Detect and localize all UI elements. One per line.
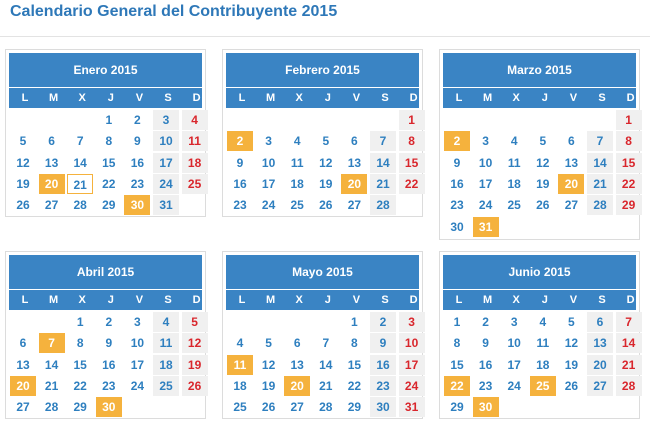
calendar-day[interactable]: 30 <box>450 219 464 234</box>
calendar-day[interactable]: 5 <box>539 134 547 149</box>
calendar-day[interactable]: 15 <box>399 153 425 173</box>
calendar-day[interactable]: 22 <box>399 174 425 194</box>
calendar-day[interactable]: 21 <box>319 378 333 393</box>
calendar-day[interactable]: 13 <box>347 155 362 170</box>
calendar-day[interactable]: 2 <box>444 131 470 151</box>
calendar-day[interactable]: 2 <box>370 312 396 332</box>
calendar-day[interactable]: 18 <box>290 176 304 191</box>
page-title: Calendario General del Contribuyente 2015 <box>10 3 338 20</box>
calendar-day[interactable]: 24 <box>399 376 425 396</box>
calendar-day[interactable]: 12 <box>564 336 579 351</box>
weekday-header <box>9 290 202 310</box>
calendar-day[interactable]: 14 <box>370 153 396 173</box>
calendar-day[interactable]: 9 <box>105 336 113 351</box>
calendar-day[interactable]: 13 <box>16 357 30 372</box>
calendar-day[interactable]: 27 <box>290 400 304 415</box>
calendar-day[interactable]: 1 <box>399 110 425 130</box>
weekday-header <box>9 88 202 108</box>
calendar-day[interactable]: 20 <box>341 174 367 194</box>
calendar-day[interactable]: 8 <box>105 134 113 149</box>
calendar-day[interactable]: 16 <box>130 155 145 170</box>
month-title: Marzo 2015 <box>443 53 636 87</box>
calendar-day[interactable]: 8 <box>76 336 84 351</box>
calendar-day[interactable]: 2 <box>482 315 489 329</box>
calendar-month <box>222 251 423 419</box>
calendar-day[interactable]: 2 <box>134 113 141 127</box>
calendar-day[interactable]: 9 <box>134 134 141 149</box>
calendar-month <box>5 49 206 217</box>
calendar-day[interactable]: 17 <box>478 176 493 191</box>
calendar-day[interactable]: 20 <box>284 376 310 396</box>
calendar-day[interactable]: 26 <box>16 198 30 213</box>
calendar-day[interactable]: 19 <box>319 176 333 191</box>
weekday-label: L <box>21 294 29 306</box>
calendar-day[interactable]: 20 <box>39 174 65 194</box>
weekday-header <box>226 290 419 310</box>
calendar-day[interactable]: 15 <box>450 357 464 372</box>
calendar-day[interactable]: 7 <box>616 312 642 332</box>
calendar-day[interactable]: 28 <box>616 376 642 396</box>
calendar-day[interactable]: 15 <box>616 153 642 173</box>
weekday-label: X <box>295 294 303 306</box>
weekday-label: V <box>135 92 144 104</box>
calendar-day[interactable]: 5 <box>322 134 330 149</box>
calendar-day[interactable]: 14 <box>616 333 642 353</box>
weekday-label: X <box>78 294 86 306</box>
calendar-day[interactable]: 2 <box>105 315 113 329</box>
calendar-day[interactable]: 27 <box>44 198 59 213</box>
calendar-day[interactable]: 6 <box>351 134 358 149</box>
page-header <box>0 0 650 37</box>
calendar-day[interactable]: 19 <box>261 378 276 393</box>
calendar-day[interactable]: 3 <box>510 315 518 329</box>
calendar-day[interactable]: 29 <box>347 400 362 415</box>
calendar-day[interactable]: 7 <box>39 333 65 353</box>
calendar-day[interactable]: 4 <box>153 312 179 332</box>
calendar-day[interactable]: 6 <box>48 134 55 149</box>
calendar-day[interactable]: 11 <box>507 155 521 170</box>
calendar-day[interactable]: 24 <box>478 198 493 213</box>
calendar-day[interactable]: 22 <box>444 376 470 396</box>
calendar-day[interactable]: 6 <box>19 336 27 351</box>
calendar-day[interactable]: 25 <box>507 198 521 213</box>
weekday-label: D <box>409 294 418 306</box>
weekday-label: D <box>626 92 635 104</box>
weekday-label: V <box>569 92 578 104</box>
calendar-day[interactable]: 30 <box>124 195 150 215</box>
calendar-day[interactable]: 23 <box>450 198 464 213</box>
weekday-label: L <box>455 294 463 306</box>
calendar-day[interactable]: 13 <box>587 333 613 353</box>
calendar-day[interactable]: 21 <box>67 174 93 194</box>
calendar-day[interactable]: 30 <box>370 397 396 417</box>
calendar-day[interactable]: 23 <box>370 376 396 396</box>
weekday-header <box>226 88 419 108</box>
calendar-day[interactable]: 11 <box>227 355 253 375</box>
calendar-day[interactable]: 1 <box>351 315 358 329</box>
calendar-day[interactable]: 24 <box>153 174 179 194</box>
calendar-day[interactable]: 18 <box>233 378 247 393</box>
calendar-day[interactable]: 7 <box>322 336 330 351</box>
calendar-day[interactable]: 20 <box>10 376 36 396</box>
calendar-day[interactable]: 9 <box>236 155 244 170</box>
calendar-day[interactable]: 4 <box>293 134 301 149</box>
weekday-label: S <box>598 92 606 104</box>
calendar-day[interactable]: 30 <box>473 397 499 417</box>
calendar-day[interactable]: 8 <box>453 336 461 351</box>
weekday-label: X <box>512 92 520 104</box>
calendar-day[interactable]: 24 <box>261 198 276 213</box>
calendar-day[interactable]: 16 <box>233 176 247 191</box>
calendar-day[interactable]: 1 <box>453 315 461 329</box>
weekday-label: L <box>238 294 246 306</box>
calendar-day[interactable]: 13 <box>564 155 579 170</box>
calendar-day[interactable]: 21 <box>370 174 396 194</box>
calendar-day[interactable]: 3 <box>153 110 179 130</box>
calendar-day[interactable]: 20 <box>558 174 584 194</box>
calendar-day[interactable]: 16 <box>450 176 464 191</box>
weekday-label: M <box>49 294 59 306</box>
calendar-day[interactable]: 29 <box>73 400 87 415</box>
weekday-label: S <box>381 92 389 104</box>
calendar-day[interactable]: 12 <box>182 333 208 353</box>
calendar-day[interactable]: 19 <box>536 176 550 191</box>
weekday-label: J <box>107 294 114 306</box>
calendar-day[interactable]: 4 <box>510 134 518 149</box>
weekday-label: X <box>512 294 520 306</box>
calendar-day[interactable]: 10 <box>130 336 145 351</box>
calendar-day[interactable]: 25 <box>182 174 208 194</box>
calendar-day[interactable]: 16 <box>478 357 493 372</box>
calendar-day[interactable]: 4 <box>539 315 547 329</box>
calendar-day[interactable]: 29 <box>102 198 116 213</box>
calendar-day[interactable]: 6 <box>587 312 613 332</box>
weekday-label: M <box>266 92 276 104</box>
weekday-label: J <box>541 92 548 104</box>
weekday-label: D <box>192 294 201 306</box>
calendar-day[interactable]: 12 <box>319 155 333 170</box>
calendar-day[interactable]: 8 <box>616 131 642 151</box>
calendar-day[interactable]: 24 <box>507 378 521 393</box>
calendar-day[interactable]: 27 <box>564 198 579 213</box>
calendar-day[interactable]: 17 <box>153 153 179 173</box>
calendar-day[interactable]: 19 <box>16 176 30 191</box>
calendar-day[interactable]: 25 <box>233 400 247 415</box>
calendar-day[interactable]: 9 <box>482 336 489 351</box>
weekday-label: J <box>541 294 548 306</box>
calendar-day[interactable]: 28 <box>73 198 87 213</box>
weekday-label: J <box>324 294 331 306</box>
calendar-day[interactable]: 14 <box>587 153 613 173</box>
calendar-day[interactable]: 14 <box>73 155 87 170</box>
calendar-day[interactable]: 25 <box>153 376 179 396</box>
calendar-day[interactable]: 6 <box>568 134 575 149</box>
weekday-label: D <box>192 92 201 104</box>
calendar-day[interactable]: 17 <box>399 355 425 375</box>
calendar-day[interactable]: 21 <box>44 378 59 393</box>
calendar-day[interactable]: 26 <box>261 400 276 415</box>
month-title: Junio 2015 <box>443 255 636 289</box>
calendar-day[interactable]: 26 <box>536 198 550 213</box>
calendar-day[interactable]: 31 <box>153 195 179 215</box>
calendar-day[interactable]: 12 <box>16 155 30 170</box>
month-title: Abril 2015 <box>9 255 202 289</box>
calendar-day[interactable]: 20 <box>587 355 613 375</box>
calendar-day[interactable]: 17 <box>130 357 145 372</box>
calendar-day[interactable]: 9 <box>370 333 396 353</box>
weekday-label: V <box>352 92 361 104</box>
calendar-day[interactable]: 11 <box>536 336 550 351</box>
calendar-day[interactable]: 24 <box>130 378 145 393</box>
calendar-day[interactable]: 18 <box>507 176 521 191</box>
calendar-day[interactable]: 1 <box>616 110 642 130</box>
calendar-day[interactable]: 1 <box>76 315 84 329</box>
calendar-month <box>439 49 640 240</box>
weekday-label: V <box>569 294 578 306</box>
calendar-day[interactable]: 8 <box>399 131 425 151</box>
calendar-day[interactable]: 4 <box>236 336 244 351</box>
calendar-day[interactable]: 21 <box>616 355 642 375</box>
calendar-day[interactable]: 12 <box>261 357 276 372</box>
calendar-day[interactable]: 23 <box>102 378 116 393</box>
weekday-header <box>443 88 636 108</box>
calendar-day[interactable]: 22 <box>347 378 362 393</box>
calendar-day[interactable]: 21 <box>587 174 613 194</box>
weekday-label: D <box>626 294 635 306</box>
calendar-day[interactable]: 25 <box>290 198 304 213</box>
calendar-day[interactable]: 18 <box>536 357 550 372</box>
calendar-day[interactable]: 15 <box>73 357 87 372</box>
calendar-day[interactable]: 13 <box>44 155 59 170</box>
calendar-month <box>222 49 423 217</box>
calendar-day[interactable]: 19 <box>182 355 208 375</box>
calendar-day[interactable]: 10 <box>478 155 493 170</box>
calendar-day[interactable]: 5 <box>19 134 27 149</box>
calendar-day[interactable]: 11 <box>290 155 304 170</box>
calendar-day[interactable]: 7 <box>370 131 396 151</box>
calendar-day[interactable]: 3 <box>399 312 425 332</box>
calendar-day[interactable]: 27 <box>347 198 362 213</box>
calendar-day[interactable]: 10 <box>507 336 521 351</box>
calendar-day[interactable]: 23 <box>130 176 145 191</box>
calendar-day[interactable]: 17 <box>507 357 521 372</box>
calendar-day[interactable]: 15 <box>347 357 362 372</box>
calendar-day[interactable]: 7 <box>76 134 84 149</box>
calendar-day[interactable]: 28 <box>44 400 59 415</box>
weekday-label: J <box>107 92 114 104</box>
calendar-day[interactable]: 23 <box>478 378 493 393</box>
weekday-header <box>443 290 636 310</box>
calendar-day[interactable]: 3 <box>482 134 489 149</box>
calendar-day[interactable]: 30 <box>96 397 122 417</box>
weekday-label: V <box>135 294 144 306</box>
calendar-day[interactable]: 23 <box>233 198 247 213</box>
calendar-day[interactable]: 9 <box>453 155 461 170</box>
calendar-day[interactable]: 6 <box>293 336 301 351</box>
calendar-day[interactable]: 18 <box>182 153 208 173</box>
calendar-day[interactable]: 10 <box>261 155 276 170</box>
weekday-label: M <box>483 92 493 104</box>
month-title: Febrero 2015 <box>226 53 419 87</box>
calendar-day[interactable]: 26 <box>182 376 208 396</box>
calendar-day[interactable]: 26 <box>564 378 579 393</box>
calendar-day[interactable]: 10 <box>399 333 425 353</box>
weekday-label: J <box>324 92 331 104</box>
calendar-day[interactable]: 28 <box>319 400 333 415</box>
calendar-day[interactable]: 16 <box>102 357 116 372</box>
calendar-month <box>5 251 206 419</box>
calendar-day[interactable]: 22 <box>73 378 87 393</box>
month-title: Enero 2015 <box>9 53 202 87</box>
weekday-label: S <box>381 294 389 306</box>
calendar-day[interactable]: 11 <box>182 131 208 151</box>
weekday-label: M <box>483 294 493 306</box>
calendar-day[interactable]: 3 <box>134 315 141 329</box>
weekday-label: L <box>21 92 29 104</box>
calendar-day[interactable]: 26 <box>319 198 333 213</box>
calendar-day[interactable]: 22 <box>102 176 116 191</box>
calendar-day[interactable]: 15 <box>102 155 116 170</box>
weekday-label: M <box>266 294 276 306</box>
calendar-day[interactable]: 13 <box>290 357 304 372</box>
calendar-day[interactable]: 5 <box>568 315 575 329</box>
weekday-label: S <box>164 92 172 104</box>
calendar-day[interactable]: 10 <box>153 131 179 151</box>
calendar-day[interactable]: 16 <box>370 355 396 375</box>
calendar-month <box>439 251 640 419</box>
calendar-day[interactable]: 1 <box>105 113 113 127</box>
calendar-day[interactable]: 25 <box>530 376 556 396</box>
calendar-day[interactable]: 5 <box>265 336 272 351</box>
weekday-label: D <box>409 92 418 104</box>
calendar-day[interactable]: 28 <box>370 195 396 215</box>
calendar-day[interactable]: 27 <box>16 400 30 415</box>
weekday-label: S <box>598 294 606 306</box>
calendar-day[interactable]: 12 <box>536 155 550 170</box>
calendar-day[interactable]: 18 <box>153 355 179 375</box>
calendar-day[interactable]: 2 <box>227 131 253 151</box>
calendar-day[interactable]: 7 <box>587 131 613 151</box>
weekday-label: L <box>238 92 246 104</box>
calendar-day[interactable]: 17 <box>261 176 276 191</box>
calendar-day[interactable]: 19 <box>564 357 579 372</box>
weekday-label: X <box>295 92 303 104</box>
calendar-day[interactable]: 5 <box>182 312 208 332</box>
weekday-label: S <box>164 294 172 306</box>
month-title: Mayo 2015 <box>226 255 419 289</box>
calendar-day[interactable]: 22 <box>616 174 642 194</box>
weekday-label: L <box>455 92 463 104</box>
calendar-day[interactable]: 28 <box>587 195 613 215</box>
weekday-label: V <box>352 294 361 306</box>
calendar-day[interactable]: 29 <box>616 195 642 215</box>
calendar-day[interactable]: 11 <box>153 333 179 353</box>
calendar-day[interactable]: 4 <box>182 110 208 130</box>
calendar-day[interactable]: 8 <box>351 336 358 351</box>
weekday-label: M <box>49 92 59 104</box>
calendar-day[interactable]: 31 <box>473 217 499 237</box>
calendar-day[interactable]: 29 <box>450 400 464 415</box>
calendar-day[interactable]: 31 <box>399 397 425 417</box>
calendar-day[interactable]: 3 <box>265 134 272 149</box>
weekday-label: X <box>78 92 86 104</box>
calendar-day[interactable]: 27 <box>587 376 613 396</box>
calendar-day[interactable]: 14 <box>319 357 333 372</box>
calendar-day[interactable]: 14 <box>44 357 59 372</box>
